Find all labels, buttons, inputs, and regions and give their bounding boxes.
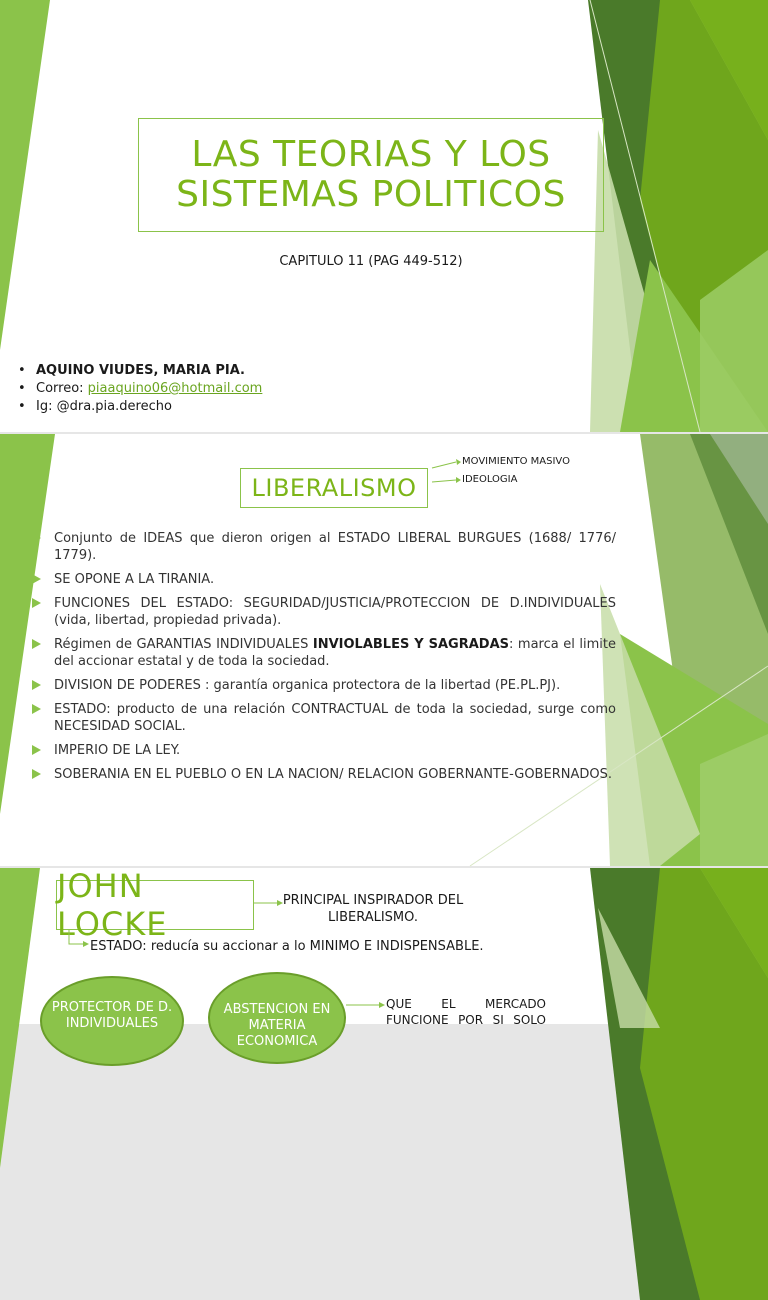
list-item xyxy=(32,636,616,670)
list-item xyxy=(32,677,616,694)
triangle-bullet-icon xyxy=(32,639,41,649)
author-name: AQUINO VIUDES, MARIA PIA. xyxy=(36,363,245,378)
bullet-text: Régimen de GARANTIAS INDIVIDUALES xyxy=(54,637,313,652)
bullet-text: : marca el limite del accionar estatal y de toda la sociedad. xyxy=(54,637,616,669)
section-title-box xyxy=(240,468,428,508)
bullet-text: FUNCIONES DEL ESTADO: SEGURIDAD/JUSTICIA/PROTECCION DE D.INDIVIDUALES (vida, libertad, propiedad privada). xyxy=(54,596,616,628)
triangle-bullet-icon xyxy=(32,745,41,755)
arrow-right-icon xyxy=(346,1000,386,1010)
slide-john-locke xyxy=(0,867,768,1049)
slide-title xyxy=(0,0,768,432)
arrow-icon xyxy=(430,454,462,494)
note-ideologia: IDEOLOGIA xyxy=(462,474,518,485)
triangle-bullet-icon xyxy=(32,533,41,543)
triangle-bullet-icon xyxy=(32,574,41,584)
list-item xyxy=(32,742,616,759)
triangle-bullet-icon xyxy=(32,704,41,714)
author-ig-item xyxy=(18,398,262,416)
title-box xyxy=(138,118,604,232)
slide-title-text: LAS TEORIAS Y LOS SISTEMAS POLITICOS xyxy=(176,134,566,215)
arrow-right-icon xyxy=(254,898,284,908)
slide-subtitle: CAPITULO 11 (PAG 449-512) xyxy=(279,254,463,269)
abstencion-oval: ABSTENCION EN MATERIA ECONOMICA xyxy=(208,972,346,1064)
locke-estado: ESTADO: reducía su accionar a lo MINIMO E INDISPENSABLE. xyxy=(90,939,484,954)
bullet-text: SOBERANIA EN EL PUEBLO O EN LA NACION/ RELACION GOBERNANTE-GOBERNADOS. xyxy=(54,767,612,782)
list-item xyxy=(32,530,616,564)
locke-note: PRINCIPAL INSPIRADOR DEL LIBERALISMO. xyxy=(282,893,464,925)
arrow-elbow-icon xyxy=(66,930,90,950)
list-item xyxy=(32,701,616,735)
bullet-text: IMPERIO DE LA LEY. xyxy=(54,743,181,758)
locke-title: JOHN LOCKE xyxy=(57,867,168,943)
bullet-text: SE OPONE A LA TIRANIA. xyxy=(54,572,215,587)
author-name-item xyxy=(18,362,262,380)
list-item xyxy=(32,571,616,588)
locke-title-box xyxy=(56,867,254,943)
bullet-text: DIVISION DE PODERES : garantía organica protectora de la libertad (PE.PL.PJ). xyxy=(54,678,561,693)
list-item xyxy=(32,766,616,783)
section-title: LIBERALISMO xyxy=(251,474,417,502)
protector-oval: PROTECTOR DE D. INDIVIDUALES xyxy=(40,976,184,1066)
note-movimiento-masivo: MOVIMIENTO MASIVO xyxy=(462,456,570,467)
ig-handle: Ig: @dra.pia.derecho xyxy=(36,399,172,414)
bullet-text: Conjunto de IDEAS que dieron origen al ESTADO LIBERAL BURGUES (1688/ 1776/ 1779). xyxy=(54,531,616,563)
email-link[interactable]: piaaquino06@hotmail.com xyxy=(87,381,263,396)
market-text: QUE EL MERCADO FUNCIONE POR SI SOLO xyxy=(386,997,546,1027)
author-email-item xyxy=(18,380,262,398)
bullet-text: ESTADO: producto de una relación CONTRACTUAL de toda la sociedad, surge como NECESIDAD SOCIAL. xyxy=(54,702,616,734)
triangle-bullet-icon xyxy=(32,598,41,608)
bullet-emphasis: INVIOLABLES Y SAGRADAS xyxy=(312,637,509,652)
bullet-list xyxy=(32,530,616,790)
triangle-bullet-icon xyxy=(32,680,41,690)
list-item xyxy=(32,595,616,629)
email-label: Correo: xyxy=(36,381,88,396)
slide-liberalismo xyxy=(0,434,768,866)
triangle-bullet-icon xyxy=(32,769,41,779)
author-info xyxy=(18,362,262,416)
